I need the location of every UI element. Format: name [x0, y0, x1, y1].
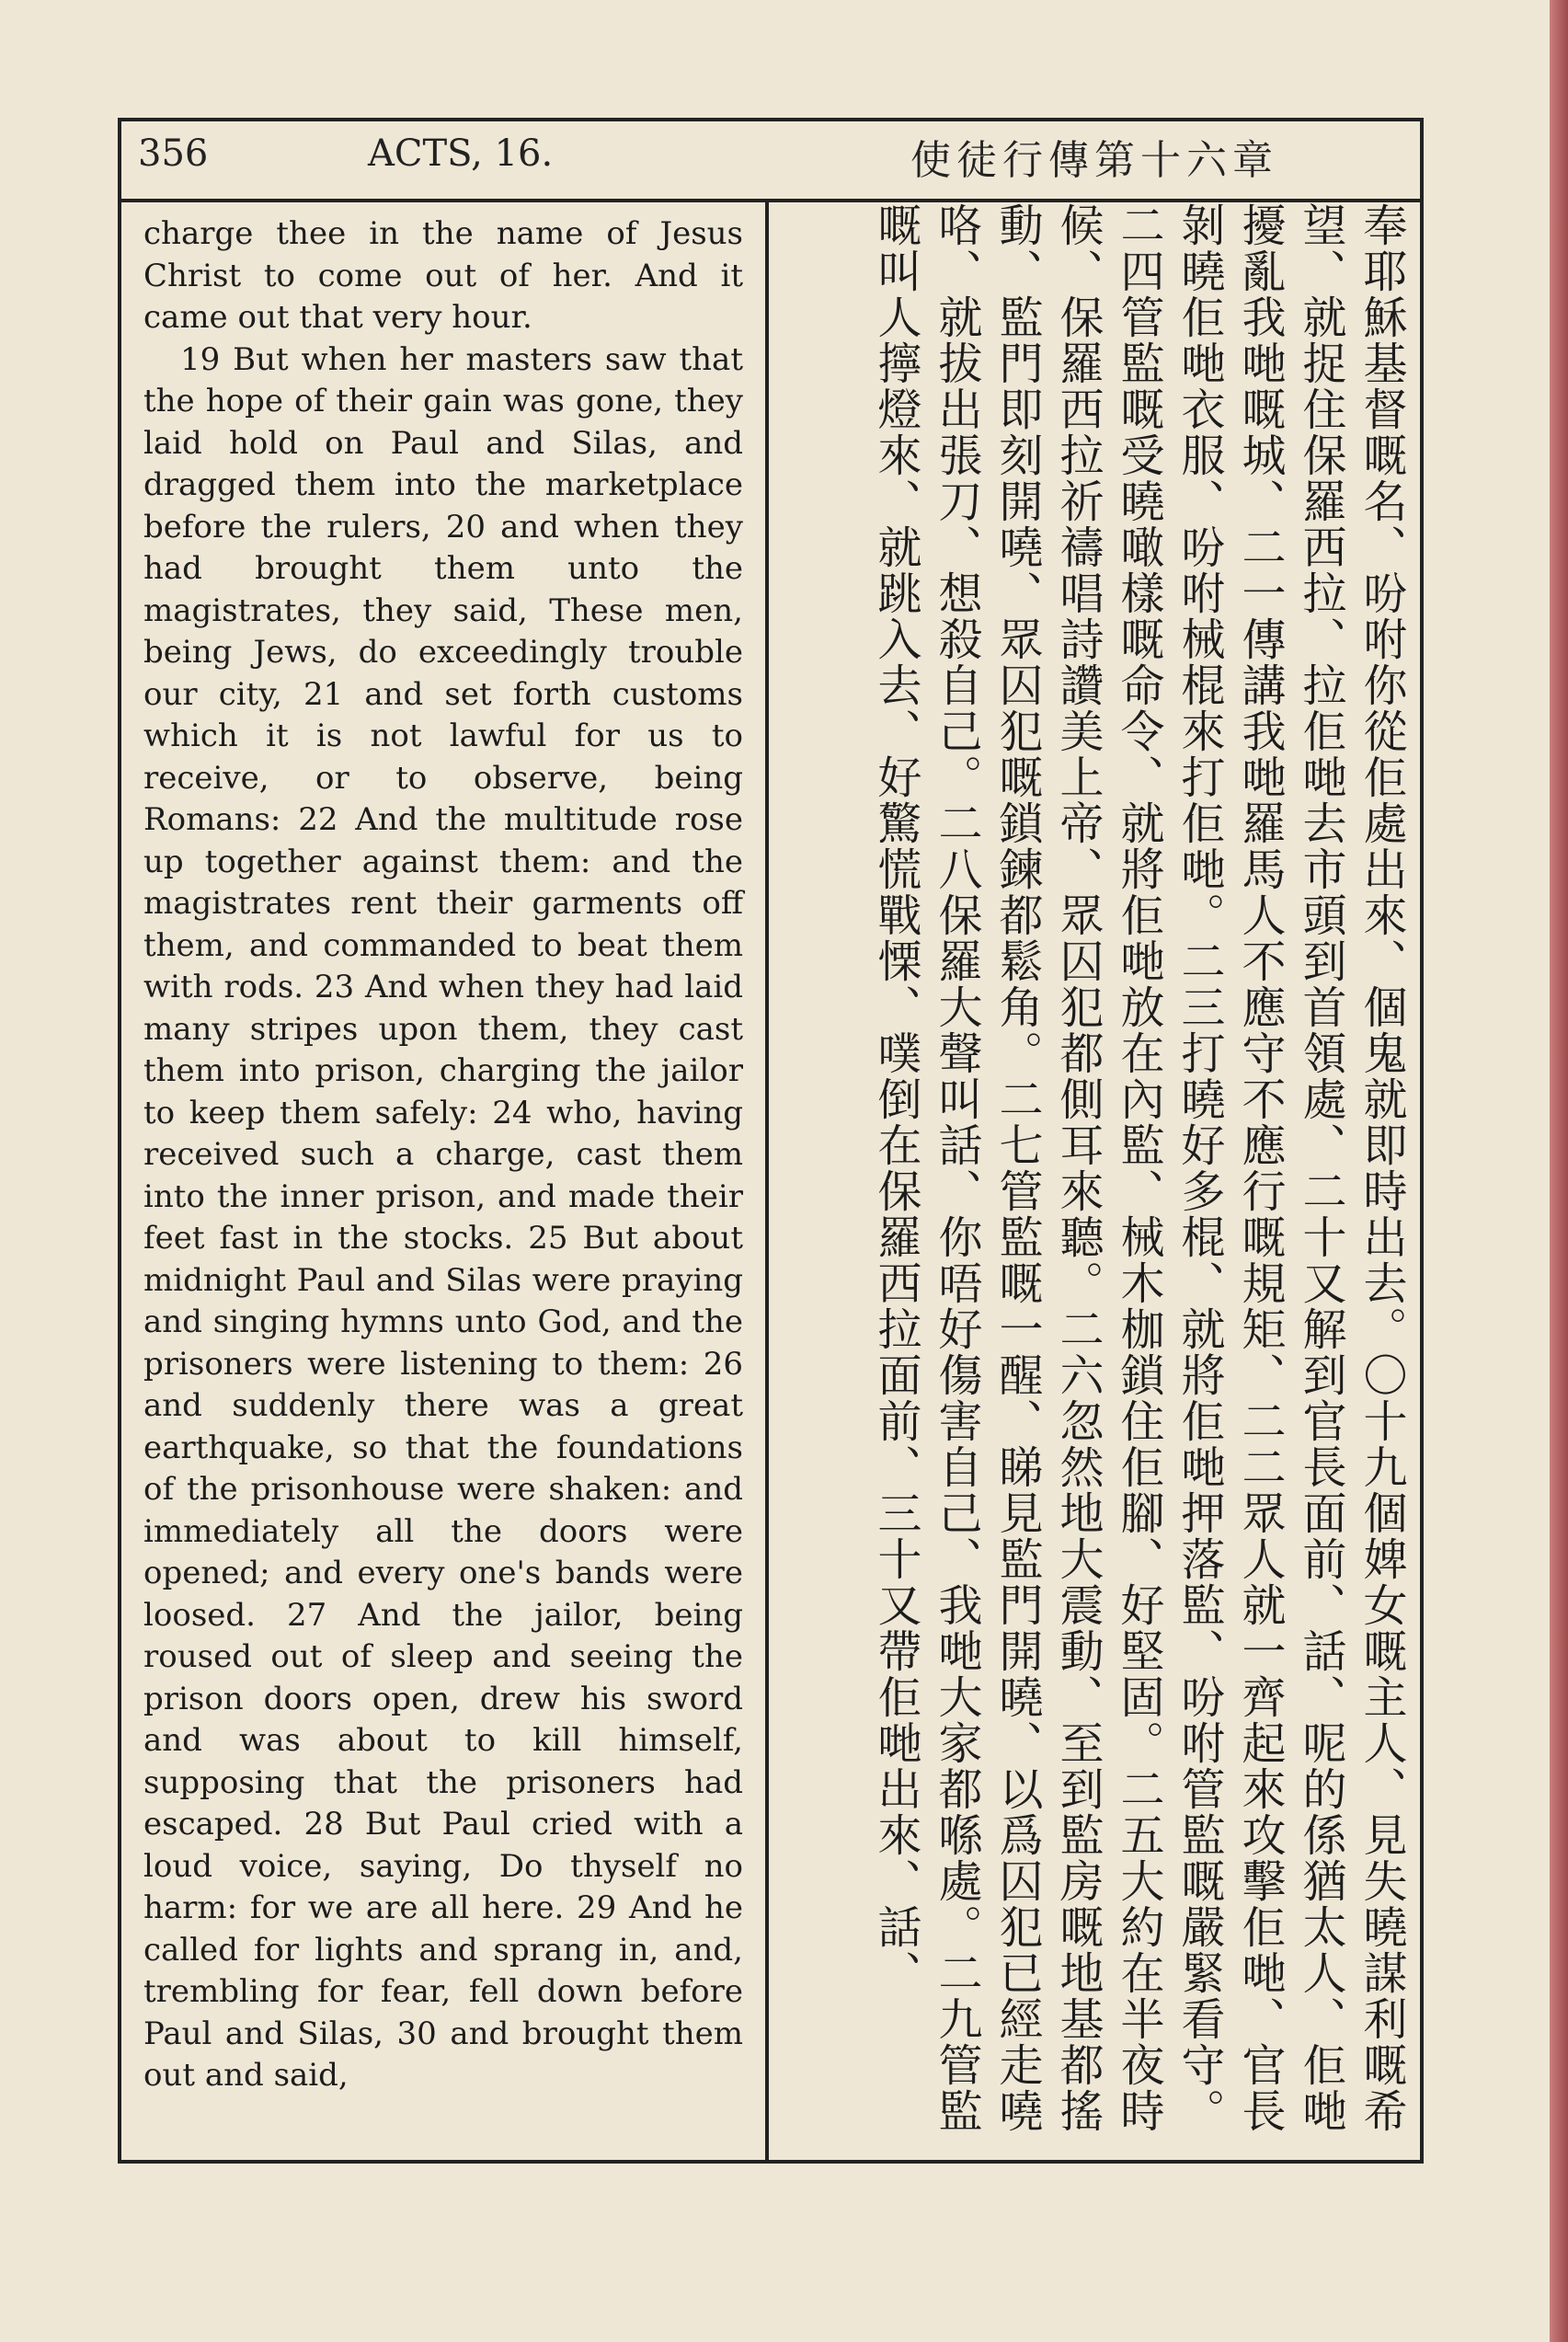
column-divider: [765, 199, 769, 2164]
chinese-text-column: 奉耶穌基督嘅名、吩咐你從佢處出來、個鬼就即時出去。〇十九個婢女嘅主人、見失曉謀利嘅希望、就捉住保羅西拉、拉佢哋去市頭到首領處、二十又解到官長面前、話、呢的係猶太人、佢哋擾亂我哋嘅城、二一傳講我哋羅馬人不應守不應行嘅規矩、二二眾人就一齊起來攻擊佢哋、官長剝曉佢哋衣服、吩咐械棍來打佢哋。二三打曉好多棍、就將佢哋押落監、吩咐管監嘅嚴緊看守。二四管監嘅受曉噉樣嘅命令、就將佢哋放在內監、械木枷鎖住佢腳、好堅固。二五大約在半夜時候、保羅西拉祈禱唱詩讚美上帝、眾囚犯都側耳來聽。二六忽然地大震動、至到監房嘅地基都搖動、監門即刻開嘵、眾囚犯嘅鎖鍊都鬆角。二七管監嘅一醒、睇見監門開曉、以爲囚犯已經走嘵咯、就拔出張刀、想殺自己。二八保羅大聲叫話、你唔好傷害自己、我哋大家都喺處。二九管監嘅叫人擰燈來、就跳入去、好驚慌戰慄、噗倒在保羅西拉面前、三十又帶佢哋出來、話、: [870, 202, 1407, 2134]
english-paragraph: charge thee in the name of Jesus Christ to come out of her. And it came out that very hour.: [143, 215, 743, 336]
english-paragraph: 19 But when her masters saw that the hope of their gain was gone, they laid hold on Paul and Silas, and dragged them into the marketplace before the rulers, 20 and when they had brought them unto the magistrates, they said, These men, being Jews, do exceedingly trouble our city, 21 and set forth customs which it is not lawful for us to receive, or to observe, being Romans: 22 And the multitude rose up together against them: and the magistrates rent their garments off them, and commanded to beat them with rods. 23 And when they had laid many stripes upon them, they cast them into prison, charging the jailor to keep them safely: 24 who, having received such a charge, cast them into the inner prison, and made their feet fast in the stocks. 25 But about midnight Paul and Silas were praying and singing hymns unto God, and the prisoners were listening to them: 26 and suddenly there was a great earthquake, so that the foundations of the prisonhouse were shaken: and immediately all the doors were opened; and every one's bands were loosed. 27 And the jailor, being roused out of sleep and seeing the prison doors open, drew his sword and was about to kill himself, supposing that the prisoners had escaped. 28 But Paul cried with a loud voice, saying, Do thyself no harm: for we are all here. 29 And he called for lights and sprang in, and, trembling for fear, fell down before Paul and Silas, 30 and brought them out and said,: [143, 340, 743, 2094]
running-head-chinese: 使徒行傳第十六章: [910, 137, 1278, 184]
page-number: 356: [138, 132, 209, 175]
book-edge: [1550, 0, 1568, 2342]
english-text-column: [143, 213, 743, 2097]
running-head-english: ACTS, 16.: [368, 132, 554, 175]
